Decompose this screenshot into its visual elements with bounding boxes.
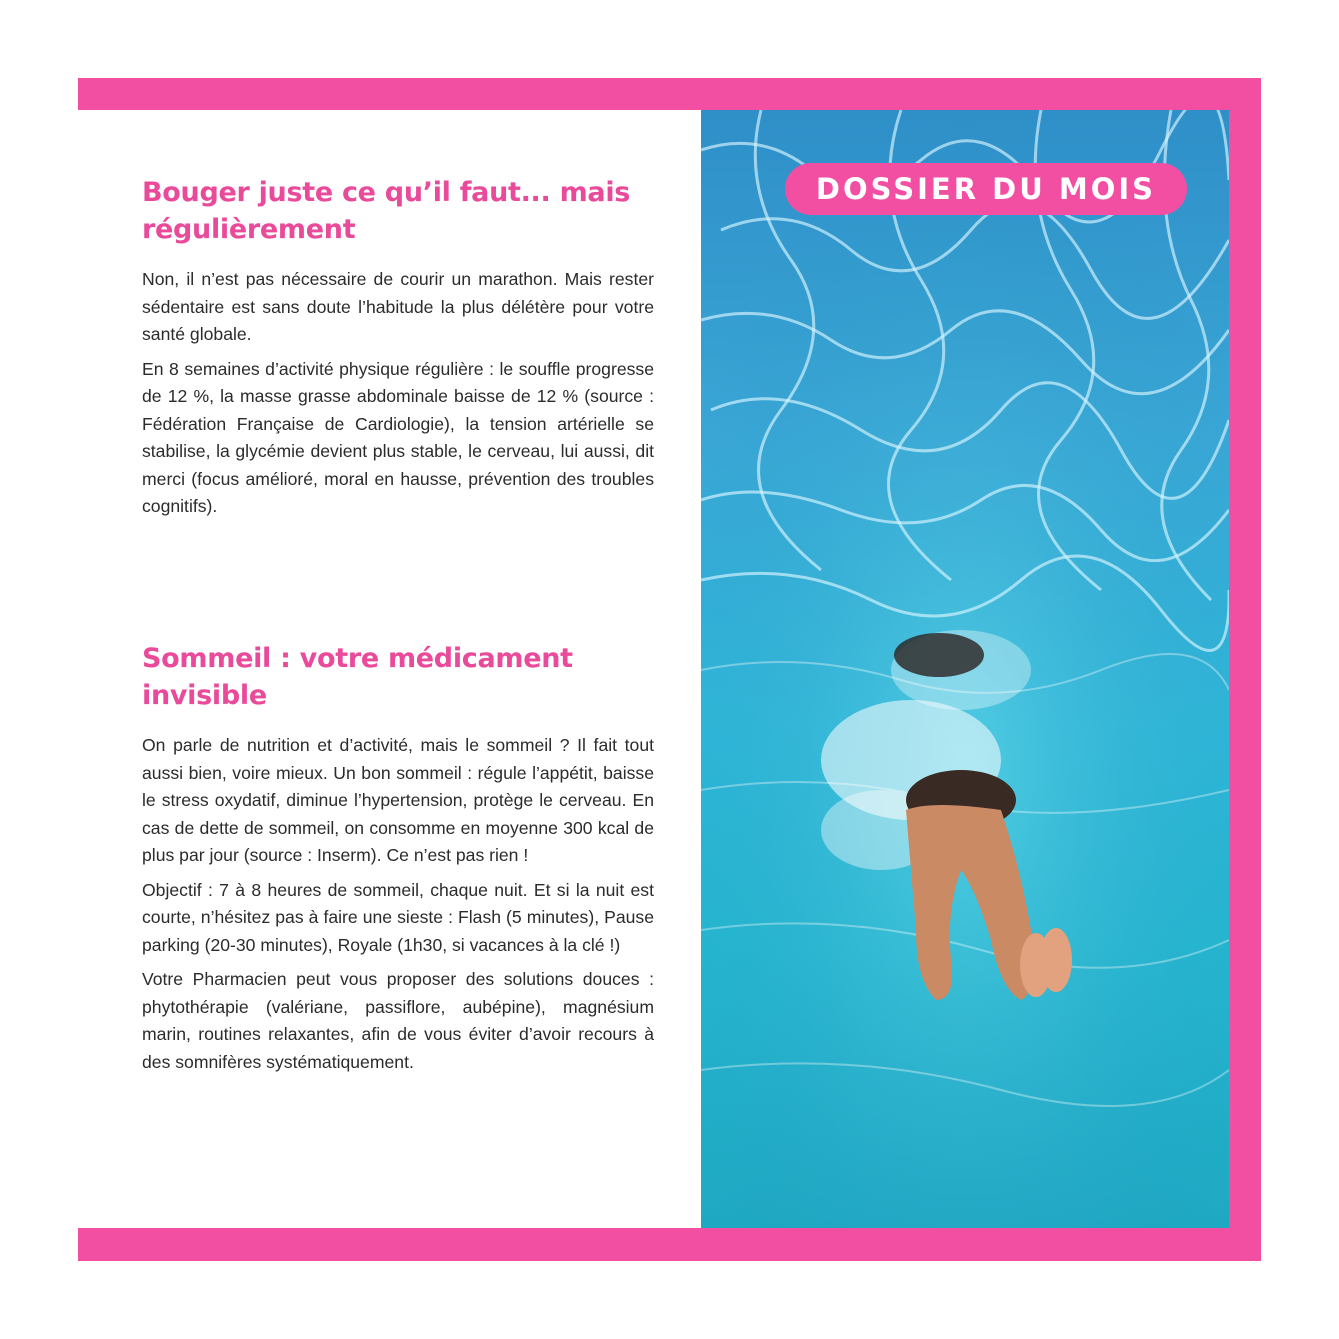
section-bouger: [142, 174, 654, 528]
section-sommeil-paragraph: Votre Pharmacien peut vous proposer des solutions douces : phytothérapie (valériane, passiflore, aubépine), magnésium marin, routines relaxantes, afin de vous éviter d’avoir recours à des somnifères systématiquement.: [142, 969, 654, 1072]
pool-illustration: [701, 110, 1229, 1228]
dossier-badge: DOSSIER DU MOIS: [785, 163, 1187, 215]
section-sommeil-paragraph: Objectif : 7 à 8 heures de sommeil, chaque nuit. Et si la nuit est courte, n’hésitez pas à faire une sieste : Flash (5 minutes), Pause parking (20-30 minutes), Royale (1h30, si vacances à la clé !): [142, 879, 654, 955]
section-sommeil-paragraph: On parle de nutrition et d’activité, mais le sommeil ? Il fait tout aussi bien, voire mieux. Un bon sommeil : régule l’appétit, baisse le stress oxydatif, diminue l’hypertension, protège le cerveau. En cas de dette de sommeil, on consomme en moyenne 300 kcal de plus par jour (source : Inserm). Ce n’est pas rien !: [142, 735, 654, 865]
section-sommeil-title: Sommeil : votre médicament invisible: [142, 643, 573, 711]
section-bouger-paragraph: En 8 semaines d’activité physique régulière : le souffle progresse de 12 %, la masse grasse abdominale baisse de 12 % (source : Fédération Française de Cardiologie), la tension artérielle se stabilise, la glycémie devient plus stable, le cerveau, lui aussi, dit merci (focus amélioré, moral en hausse, prévention des troubles cognitifs).: [142, 358, 654, 516]
section-bouger-paragraph: Non, il n’est pas nécessaire de courir un marathon. Mais rester sédentaire est sans doute l’habitude la plus délétère pour votre santé globale.: [142, 269, 654, 344]
section-bouger-title: Bouger juste ce qu’il faut... mais régulièrement: [142, 177, 631, 245]
pool-photo: [701, 110, 1229, 1228]
section-sommeil: [142, 640, 654, 1083]
